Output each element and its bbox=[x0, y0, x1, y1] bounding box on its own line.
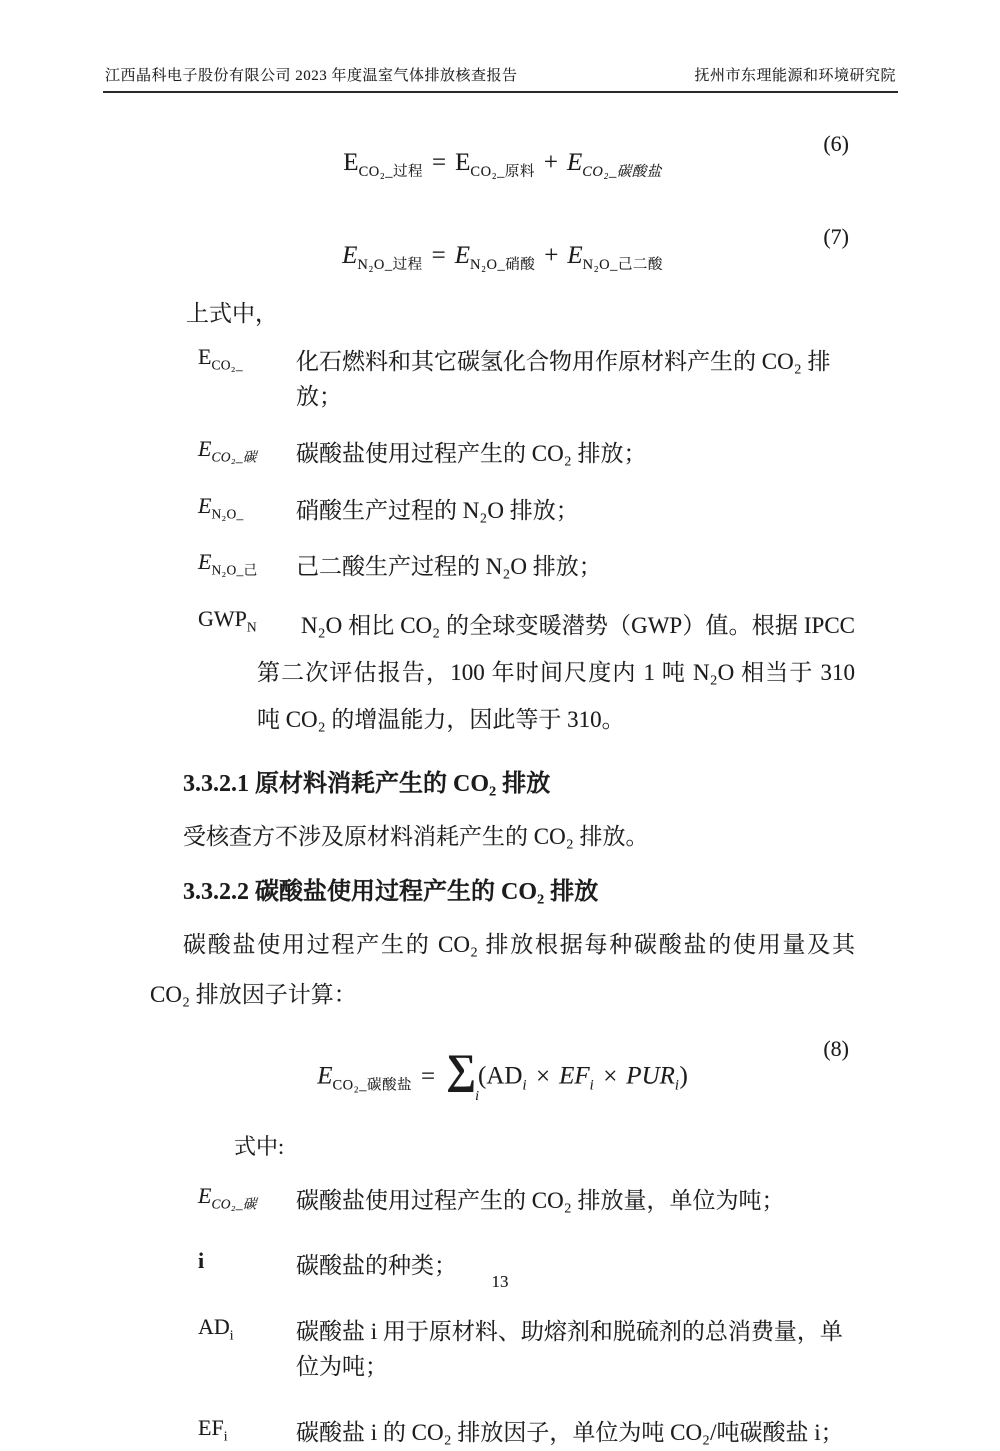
section-heading-3-3-2-1: 3.3.2.1 原材料消耗产生的 CO₂ 排放 bbox=[183, 771, 551, 798]
equation-7-number: (7) bbox=[823, 223, 849, 249]
definition-term: $E_{N_2O\_}$ bbox=[198, 492, 244, 521]
sigma-index: i bbox=[475, 1088, 480, 1104]
equation-8-number: (8) bbox=[823, 1036, 849, 1062]
eq8-ef-base: EF bbox=[559, 1062, 590, 1090]
equals-sign: = bbox=[420, 1062, 436, 1090]
definition-term: $EF_i$ bbox=[198, 1415, 228, 1444]
page-number: 13 bbox=[491, 1272, 509, 1291]
plus-sign: + bbox=[544, 241, 559, 269]
definition-term: $E_{CO_2\_碳}$ bbox=[198, 1182, 257, 1211]
definition-row bbox=[150, 493, 855, 529]
eq8-lhs-sub: CO₂_碳酸盐 bbox=[332, 1077, 412, 1094]
eq7-term1-base: E bbox=[454, 241, 471, 269]
sigma-symbol: ∑ bbox=[446, 1047, 477, 1094]
definition-list-2 bbox=[150, 1183, 855, 1451]
definition-term: $AD_i$ bbox=[198, 1313, 234, 1343]
times-sign: × bbox=[603, 1062, 618, 1090]
eq7-term2-sub: N₂O_己二酸 bbox=[582, 256, 663, 273]
close-paren: ) bbox=[679, 1062, 688, 1090]
definition-list-1 bbox=[150, 344, 855, 744]
eq8-ef-sub: i bbox=[589, 1077, 595, 1094]
definition-term: i bbox=[198, 1248, 205, 1274]
open-paren: ( bbox=[478, 1062, 487, 1090]
eq7-term2-base: E bbox=[567, 241, 583, 269]
equations-intro-line: 上式中， bbox=[186, 300, 278, 326]
equation-6-row bbox=[150, 131, 855, 182]
equation-8-row bbox=[150, 1036, 855, 1104]
definition-term: $E_{N_2O\_己}$ bbox=[198, 549, 258, 578]
section-heading-3-3-2-2: 3.3.2.2 碳酸盐使用过程产生的 CO₂ 排放 bbox=[183, 879, 599, 906]
eq6-term1-sub: CO₂_原料 bbox=[470, 164, 535, 180]
eq7-lhs-sub: N₂O_过程 bbox=[357, 256, 423, 273]
eq8-lhs-base: E bbox=[317, 1062, 333, 1090]
equals-sign: = bbox=[431, 241, 446, 269]
definition-desc: N₂O 相比 CO₂ 的全球变暖潜势（GWP）值。根据 IPCC 第二次评估报告，100 年时间尺度内 1 吨 N₂O 相当于 310 吨 CO₂ 的增温能力，因此等于 310。 bbox=[256, 612, 855, 733]
page-header bbox=[103, 0, 898, 93]
definition-desc: 碳酸盐使用过程产生的 CO₂ 排放量，单位为吨； bbox=[296, 1187, 785, 1213]
plus-sign: + bbox=[543, 149, 558, 176]
page-content bbox=[0, 131, 1000, 1451]
eq8-ad-sub: i bbox=[522, 1077, 527, 1094]
eq6-term2-sub: CO₂_碳酸盐 bbox=[582, 164, 662, 180]
definition-row bbox=[150, 1314, 855, 1385]
eq6-term2-base: E bbox=[566, 149, 583, 176]
equation-7-row bbox=[150, 223, 855, 275]
definition-row bbox=[150, 1183, 855, 1219]
definition-row bbox=[150, 549, 855, 585]
equation-6-number: (6) bbox=[823, 131, 849, 156]
definition-desc: 硝酸生产过程的 N₂O 排放； bbox=[296, 497, 579, 523]
definition-desc: 化石燃料和其它碳氢化合物用作原材料产生的 CO₂ 排放； bbox=[296, 348, 831, 410]
definition-row bbox=[150, 1415, 855, 1451]
eq6-term1-base: E bbox=[455, 149, 471, 176]
eq7-term1-sub: N₂O_硝酸 bbox=[470, 256, 536, 273]
section-3-3-2-2-body: 碳酸盐使用过程产生的 CO₂ 排放根据每种碳酸盐的使用量及其 CO₂ 排放因子计算： bbox=[150, 932, 855, 1008]
formula-intro-line: 式中: bbox=[234, 1133, 285, 1159]
definition-desc: 碳酸盐 i 的 CO₂ 排放因子，单位为吨 CO₂/吨碳酸盐 i； bbox=[296, 1420, 844, 1446]
eq8-pur-base: PUR bbox=[626, 1062, 675, 1090]
definition-desc: 碳酸盐 i 用于原材料、助熔剂和脱硫剂的总消费量，单位为吨； bbox=[296, 1318, 843, 1380]
definition-row bbox=[150, 344, 855, 415]
sigma-operator bbox=[446, 1047, 480, 1104]
eq7-lhs-base: E bbox=[342, 241, 358, 269]
eq6-lhs-base: E bbox=[343, 149, 359, 176]
equation-6 bbox=[343, 135, 661, 182]
section-3-3-2-1-body: 受核查方不涉及原材料消耗产生的 CO₂ 排放。 bbox=[183, 824, 649, 850]
definition-row bbox=[150, 436, 855, 472]
definition-desc: 碳酸盐的种类； bbox=[296, 1253, 457, 1279]
times-sign: × bbox=[536, 1062, 551, 1090]
equals-sign: = bbox=[432, 149, 447, 176]
definition-desc: 己二酸生产过程的 N₂O 排放； bbox=[296, 554, 602, 580]
header-right-text: 抚州市东理能源和环境研究院 bbox=[694, 68, 896, 84]
definition-term: $E_{CO_2\_碳}$ bbox=[198, 435, 257, 465]
eq6-lhs-sub: CO₂_过程 bbox=[358, 164, 424, 180]
definition-term: $GWP_N$ bbox=[198, 605, 257, 635]
definition-row-gwp bbox=[150, 606, 855, 743]
eq8-pur-sub: i bbox=[674, 1077, 680, 1094]
equation-7 bbox=[342, 228, 663, 275]
equation-8 bbox=[317, 1040, 688, 1103]
header-left-text: 江西晶科电子股份有限公司 2023 年度温室气体排放核查报告 bbox=[105, 68, 518, 84]
eq8-ad-base: AD bbox=[486, 1062, 523, 1090]
definition-desc: 碳酸盐使用过程产生的 CO₂ 排放； bbox=[296, 440, 647, 466]
definition-term: $E_{CO_2\_}$ bbox=[198, 343, 243, 373]
